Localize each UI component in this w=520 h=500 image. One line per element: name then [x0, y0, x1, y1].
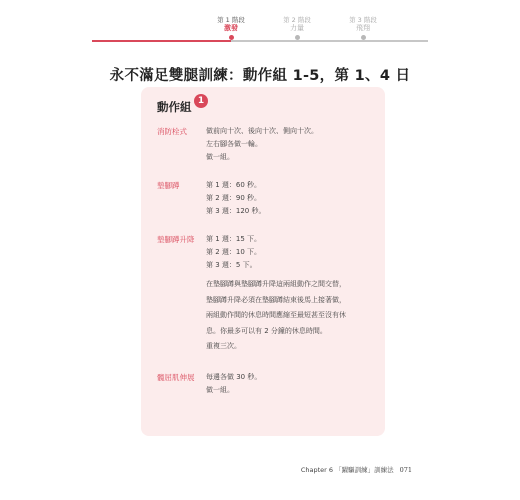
- stage-number: 第 2 階段: [283, 16, 311, 24]
- exercise-card: [141, 87, 385, 436]
- stage-dot: [229, 35, 234, 40]
- paragraph-line: 兩組動作間的休息時間應縮至最短甚至沒有休: [206, 311, 346, 319]
- card-heading: 動作組: [157, 100, 192, 114]
- exercise-instructions: [206, 181, 376, 220]
- paragraph-line: 息。你最多可以有 2 分鐘的休息時間。: [206, 326, 327, 335]
- instruction-line: 第 2 週：10 下。: [206, 248, 262, 256]
- exercise-instructions: [206, 235, 376, 355]
- stage-name: 飛翔: [356, 24, 370, 32]
- stage-1: [201, 16, 261, 40]
- instruction-line: 第 1 週：15 下。: [206, 235, 262, 243]
- stage-progress: [92, 16, 428, 46]
- progress-track-active: [92, 40, 231, 42]
- instruction-line: 每邊各做 30 秒。: [206, 373, 262, 381]
- paragraph-line: 墊腳蹲升降必須在墊腳蹲結束後馬上接著做，: [206, 295, 346, 304]
- instruction-line: 第 1 週：60 秒。: [206, 181, 262, 189]
- instruction-line: 左右腳各做一輪。: [206, 140, 262, 148]
- instruction-line: 第 2 週：90 秒。: [206, 194, 262, 202]
- exercise-instructions: [206, 127, 376, 166]
- exercise-name: 墊腳蹲升降: [157, 235, 195, 244]
- exercise-name: 髖屈肌伸展: [157, 373, 195, 382]
- stage-number: 第 1 階段: [217, 16, 245, 24]
- exercise-name: 消防栓式: [157, 127, 187, 136]
- stage-number: 第 3 階段: [349, 16, 377, 24]
- instruction-line: 做一組。: [206, 386, 234, 394]
- page-footer: [301, 465, 412, 474]
- instruction-paragraph: [206, 277, 376, 355]
- instruction-line: 做一組。: [206, 153, 234, 161]
- exercise-name: 墊腳蹲: [157, 181, 180, 190]
- chapter-label: Chapter 6 「躍驅訓練」訓練法: [300, 466, 394, 474]
- paragraph-line: 在墊腳蹲與墊腳蹲升降這兩組動作之間交替，: [206, 280, 346, 288]
- stage-3: [333, 16, 393, 40]
- paragraph-line: 重複三次。: [206, 342, 241, 350]
- instruction-line: 第 3 週：120 秒。: [206, 207, 266, 215]
- stage-name: 激發: [224, 24, 238, 32]
- instruction-line: 第 3 週：5 下。: [206, 261, 257, 269]
- stage-name: 力量: [290, 24, 304, 32]
- stage-dot: [295, 35, 300, 40]
- instruction-line: 做前向十次、後向十次、側向十次。: [206, 127, 318, 135]
- set-number-badge: 1: [194, 94, 208, 108]
- stage-dot: [361, 35, 366, 40]
- page-number: 071: [399, 466, 412, 474]
- page-title: 永不滿足雙腿訓練：動作組 1-5，第 1、4 日: [109, 68, 411, 84]
- stage-2: [267, 16, 327, 40]
- exercise-instructions: [206, 373, 376, 399]
